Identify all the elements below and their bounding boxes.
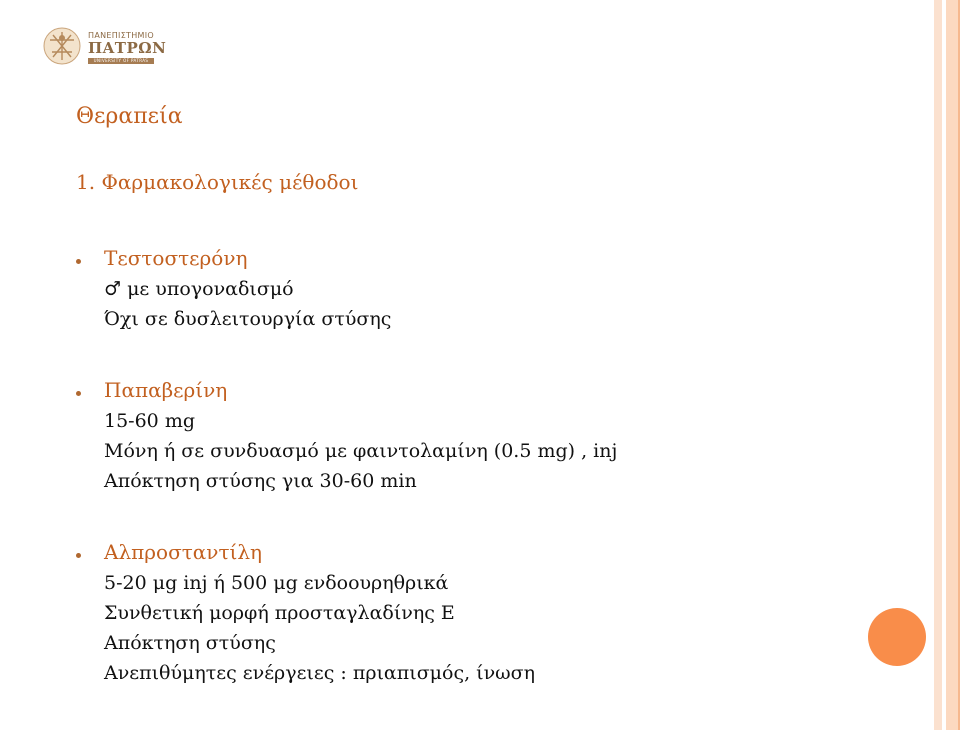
section-line: Απόκτηση στύσης bbox=[104, 632, 276, 654]
section-line: Όχι σε δυσλειτουργία στύσης bbox=[104, 308, 392, 330]
logo-text-main: ΠΑΤΡΩΝ bbox=[88, 39, 167, 57]
bullet-icon bbox=[76, 553, 81, 558]
section-line: 5-20 μg inj ή 500 μg ενδοουρηθρικά bbox=[104, 572, 449, 594]
section-line: Απόκτηση στύσης για 30-60 min bbox=[104, 470, 417, 492]
section-papaverine bbox=[76, 378, 617, 496]
section-line: ♂ με υπογοναδισμό bbox=[104, 278, 294, 300]
section-heading: Αλπροσταντίλη bbox=[104, 540, 263, 564]
bullet-icon bbox=[76, 259, 81, 264]
section-alprostadil bbox=[76, 540, 535, 688]
section-testosterone bbox=[76, 246, 391, 334]
right-border-stripe bbox=[934, 0, 942, 730]
section-heading-row bbox=[76, 378, 617, 410]
section-line: Συνθετική μορφή προσταγλαδίνης Ε bbox=[104, 602, 455, 624]
logo-subtitle-bar bbox=[88, 58, 154, 64]
university-logo bbox=[42, 26, 167, 66]
slide-subtitle: 1. Φαρμακολογικές μέθοδοι bbox=[76, 170, 359, 194]
section-line: Μόνη ή σε συνδυασμό με φαιντολαμίνη (0.5 mg) , inj bbox=[104, 440, 618, 462]
section-heading: Παπαβερίνη bbox=[104, 378, 228, 402]
section-heading-row bbox=[76, 540, 535, 572]
section-heading-row bbox=[76, 246, 391, 278]
section-heading: Τεστοστερόνη bbox=[104, 246, 248, 270]
logo-text-top: ΠΑΝΕΠΙΣΤΗΜΙΟ bbox=[88, 31, 155, 40]
decorative-orange-circle bbox=[868, 608, 926, 666]
logo-text-bottom: UNIVERSITY OF PATRAS bbox=[93, 58, 149, 63]
slide-title: Θεραπεία bbox=[76, 104, 183, 129]
section-line: Ανεπιθύμητες ενέργειες : πριαπισμός, ίνωση bbox=[104, 662, 536, 684]
university-emblem-icon bbox=[42, 26, 82, 66]
bullet-icon bbox=[76, 391, 81, 396]
section-line: 15-60 mg bbox=[104, 410, 195, 432]
